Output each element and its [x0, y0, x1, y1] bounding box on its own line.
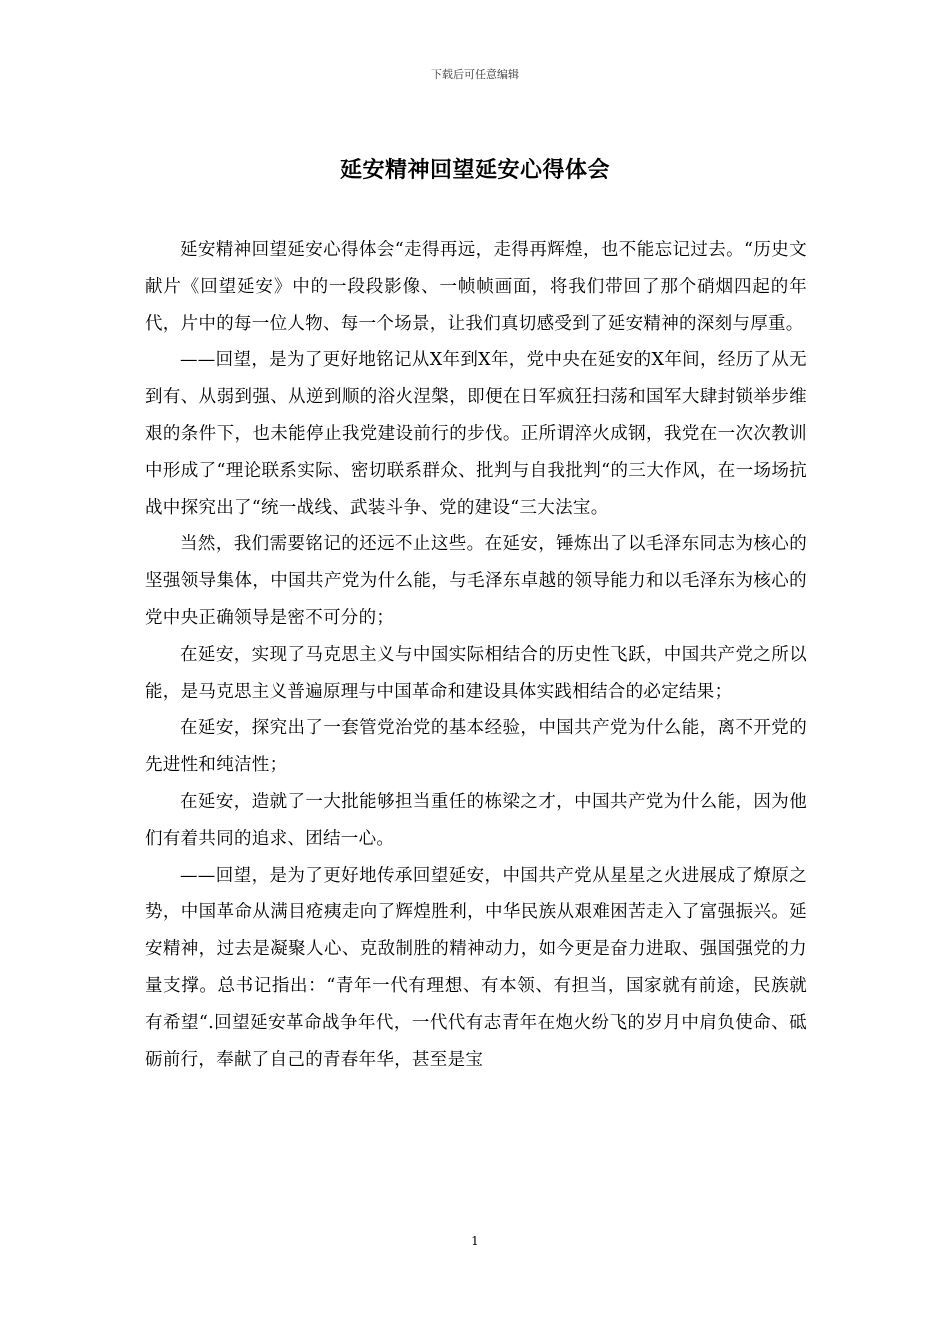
- document-title: 延安精神回望延安心得体会: [339, 157, 610, 183]
- paragraph: 在延安，探究出了一套管党治党的基本经验，中国共产党为什么能，离不开党的先进性和纯洁性；: [145, 718, 807, 776]
- header-note: 下载后可任意编辑: [431, 68, 519, 81]
- paragraph: 延安精神回望延安心得体会“走得再远，走得再辉煌，也不能忘记过去。“历史文献片《回望延安》中的一段段影像、一帧帧画面，将我们带回了那个硝烟四起的年代，片中的每一位人物、每一个场景，让我们真切感受到了延安精神的深刻与厚重。: [145, 240, 807, 334]
- paragraph: 在延安，造就了一大批能够担当重任的栋梁之才，中国共产党为什么能，因为他们有着共同的追求、团结一心。: [145, 791, 807, 849]
- page-number: 1: [471, 1234, 479, 1248]
- paragraph: 当然，我们需要铭记的还远不止这些。在延安，锤炼出了以毛泽东同志为核心的坚强领导集体，中国共产党为什么能，与毛泽东卓越的领导能力和以毛泽东为核心的党中央正确领导是密不可分的；: [145, 534, 807, 628]
- paragraph: 在延安，实现了马克思主义与中国实际相结合的历史性飞跃，中国共产党之所以能，是马克思主义普遍原理与中国革命和建设具体实践相结合的必定结果；: [145, 644, 807, 702]
- paragraph: ——回望，是为了更好地铭记从X年到X年，党中央在延安的X年间，经历了从无到有、从弱到强、从逆到顺的浴火涅槃，即便在日军疯狂扫荡和国军大肆封锁举步维艰的条件下，也未能停止我党建设前行的步伐。正所谓淬火成钢，我党在一次次教训中形成了“理论联系实际、密切联系群众、批判与自我批判“的三大作风，在一场场抗战中探究出了“统一战线、武装斗争、党的建设“三大法宝。: [145, 350, 807, 518]
- document-body: [145, 232, 807, 1078]
- paragraph: ——回望，是为了更好地传承回望延安，中国共产党从星星之火进展成了燎原之势，中国革命从满目疮痍走向了辉煌胜利，中华民族从艰难困苦走入了富强振兴。延安精神，过去是凝聚人心、克敌制胜的精神动力，如今更是奋力进取、强国强党的力量支撑。总书记指出：“青年一代有理想、有本领、有担当，国家就有前途，民族就有希望“.回望延安革命战争年代，一代代有志青年在炮火纷飞的岁月中肩负使命、砥砺前行，奉献了自己的青春年华，甚至是宝: [145, 865, 807, 1070]
